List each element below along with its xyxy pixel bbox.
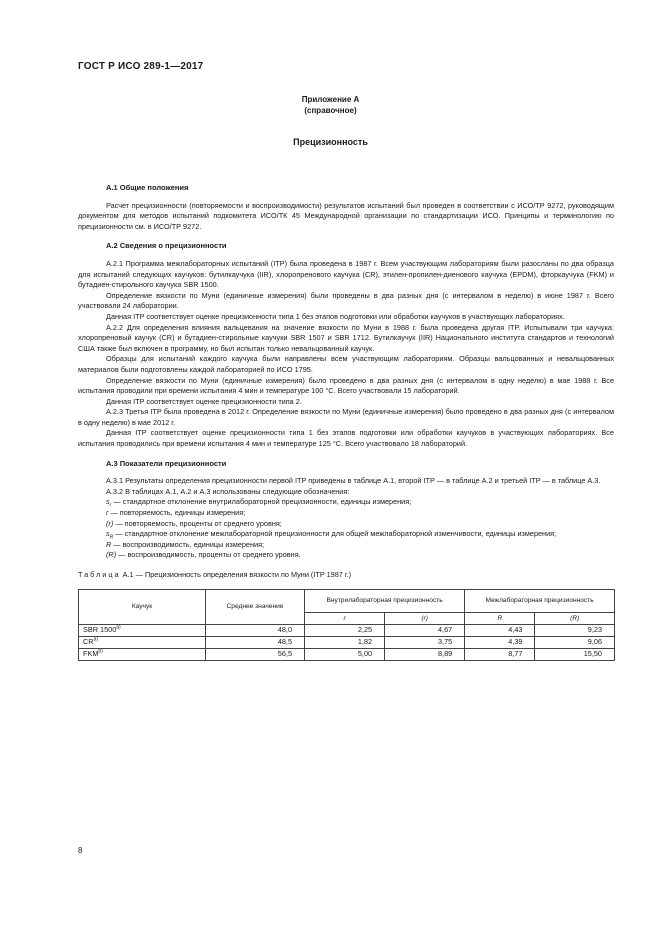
document-body: [78, 183, 614, 661]
header-R: R: [465, 612, 535, 624]
cell-R: 4,43: [465, 624, 535, 636]
paragraph: Определение вязкости по Муни (единичные измерения) были проведены в два разных дня (с интервалом в неделю) в июне 1987 г. Всего участвовали 24 лаборатории.: [78, 290, 614, 311]
definition-r: r — повторяемость, единицы измерения;: [106, 508, 246, 518]
header-mean: Среднее значение: [206, 589, 305, 624]
cell-r-percent: 3,75: [385, 636, 465, 648]
cell-R: 4,39: [465, 636, 535, 648]
cell-R-percent: 9,23: [535, 624, 615, 636]
cell-r: 5,00: [305, 648, 385, 660]
cell-r: 1,82: [305, 636, 385, 648]
paragraph: А.3.2 В таблицах А.1, А.2 и А.3 использованы следующие обозначения:: [106, 486, 350, 496]
page-number: 8: [78, 846, 83, 855]
cell-R: 8,77: [465, 648, 535, 660]
cell-mean: 48,5: [206, 636, 305, 648]
cell-r-percent: 4,67: [385, 624, 465, 636]
definition-sR: $s_R$ — стандартное отклонение межлабораторной прецизионности для общей межлабораторной изменчивости, единицы измерения;: [106, 529, 557, 541]
cell-rubber: SBR 1500$^{a)}$: [79, 624, 206, 636]
annex-title: Приложение А: [301, 95, 360, 104]
paragraph: Расчет прецизионности (повторяемости и воспроизводимости) результатов испытаний был проведен в соответствии с ИСО/ТР 9272, руководящим документом для методов испытаний подкомитета ИСО/ТК 45 Международной организации по стандартизации ИСО. Принципы и терминологию по прецизионности см. в ИСО/ТР 9272.: [78, 200, 614, 231]
standard-designation: ГОСТ Р ИСО 289-1—2017: [78, 61, 204, 72]
definition-R-percent: (R) — воспроизводимость, проценты от среднего уровня.: [106, 550, 301, 560]
header-R-percent: (R): [535, 612, 615, 624]
header-between-lab: Межлабораторная прецизионность: [465, 589, 615, 612]
precision-table: [78, 589, 615, 661]
cell-r: 2,25: [305, 624, 385, 636]
paragraph: А.2.3 Третья ITP была проведена в 2012 г. Определение вязкости по Муни (единичные измерения) было проведено в два разных дня (с интервалом в одну неделю) в мае 2012 г.: [78, 407, 614, 427]
cell-mean: 48,0: [206, 624, 305, 636]
paragraph: А.3.1 Результаты определения прецизионности первой ITP приведены в таблице А.1, второй ITP — в таблице А.2 и третьей ITP — в таблице А.3.: [106, 476, 601, 486]
header-r: r: [305, 612, 385, 624]
paragraph: Образцы для испытаний каждого каучука были направлены всем участвующим лабораториям. Образцы вальцованных и невальцованных материалов были подготовлены каждой лабораторией по ИСО 1795.: [78, 354, 614, 374]
section-heading-a2: А.2 Сведения о прецизионности: [106, 241, 227, 251]
cell-rubber: FKM$^{b)}$: [79, 648, 206, 660]
paragraph: А.2.1 Программа межлабораторных испытаний (ITP) была проведена в 1987 г. Всем участвующим лабораториям были разосланы по два образца для испытаний следующих каучуков: бутилкаучука (IIR), хлоропренового каучука (CR), этилен-пропилен-диенового каучука (EPDM), фторкаучука (FKM) и бутадиен-стирольного каучука SBR 1500.: [78, 258, 614, 290]
cell-R-percent: 15,50: [535, 648, 615, 660]
table-row: [79, 636, 615, 648]
cell-R-percent: 9,06: [535, 636, 615, 648]
paragraph: Определение вязкости по Муни (единичные измерения) было проведено в два разных дня (с интервалом в одну неделю) в мае 1988 г. Все испытания проводили при времени испытания 4 мин и температуре 100 °С. Всего участвовали 15 лабораторий.: [78, 375, 614, 396]
header-rubber: Каучук: [79, 589, 206, 624]
section-heading-a1: А.1 Общие положения: [106, 183, 189, 192]
table-row: [79, 624, 615, 636]
paragraph: Данная ITP соответствует оценке прецизионности типа 1 без этапов подготовки или обработки каучуков в участвующих лабораториях. Все испытания проводились при времени испытания 4 мин и температуре 125 °С. Всего участвовало 18 лабораторий.: [78, 428, 614, 449]
definition-r-percent: (r) — повторяемость, проценты от среднего уровня;: [106, 518, 282, 528]
paragraph: А.2.2 Для определения влияния вальцевания на значение вязкости по Муни в 1988 г. была проведена другая ITP. Испытывали три каучука: хлоропреновый каучук (CR) и бутадиен-стирольные каучуки SBR 1507 и SBR 1712. Бутилкаучук (IIR) Национального института стандартов и технологий США также был включен в программу, но был испытан только невальцованный каучук.: [78, 322, 614, 353]
definition-sr: $s_r$ — стандартное отклонение внутрилабораторной прецизионности, единицы измерения;: [106, 497, 412, 509]
paragraph: Данная ITP соответствует оценке прецизионности типа 2.: [106, 396, 302, 406]
paragraph: Данная ITP соответствует оценке прецизионности типа 1 без этапов подготовки или обработки каучуков в участвующих лабораториях.: [106, 311, 565, 321]
annex-heading: Прецизионность: [293, 137, 368, 147]
table-caption: Таблица А.1 — Прецизионность определения вязкости по Муни (ITP 1987 г.): [78, 570, 352, 579]
header-r-percent: (r): [385, 612, 465, 624]
cell-mean: 56,5: [206, 648, 305, 660]
cell-rubber: CR$^{a)}$: [79, 636, 206, 648]
table-row: [79, 648, 615, 660]
header-within-lab: Внутрилабораторная прецизионность: [305, 589, 465, 612]
annex-type: (справочное): [304, 106, 357, 115]
cell-r-percent: 8,89: [385, 648, 465, 660]
section-heading-a3: А.3 Показатели прецизионности: [106, 458, 227, 468]
definition-R: R — воспроизводимость, единицы измерения;: [106, 539, 265, 549]
